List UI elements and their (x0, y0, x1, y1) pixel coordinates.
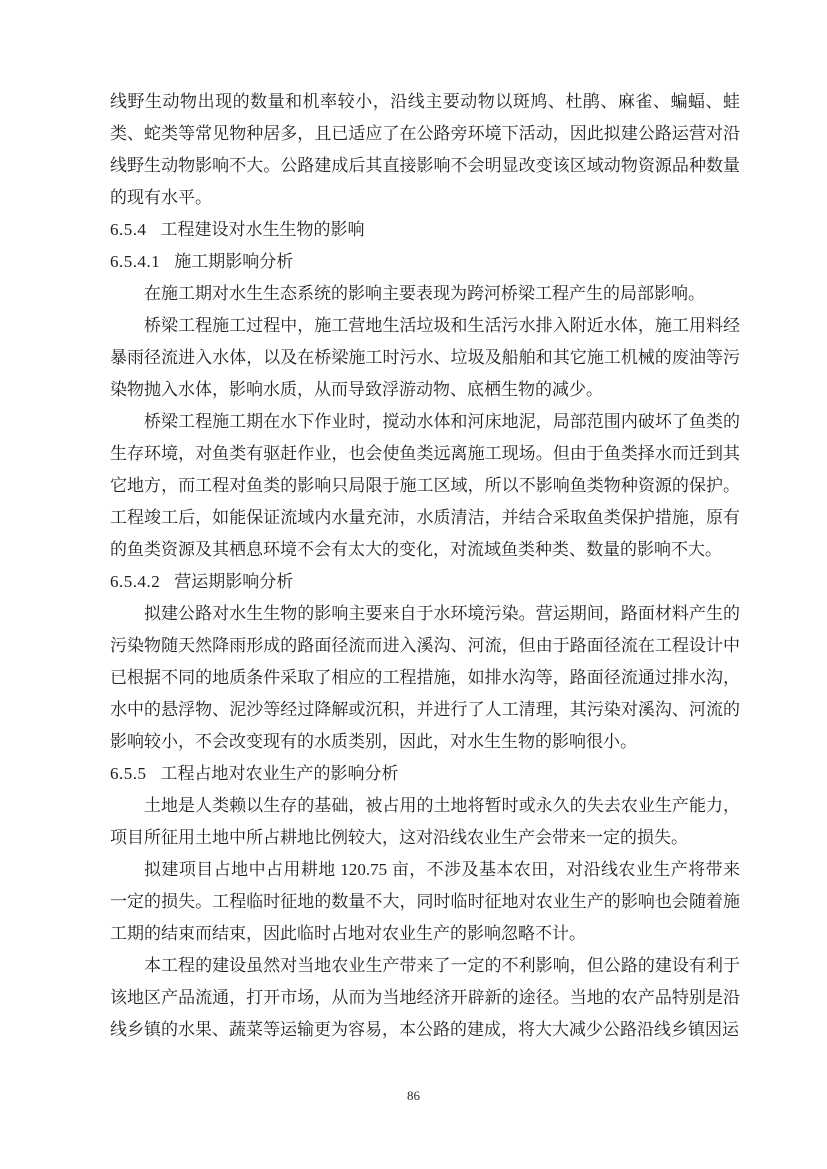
page-number: 86 (407, 1088, 420, 1103)
paragraph-agriculture-benefits: 本工程的建设虽然对当地农业生产带来了一定的不利影响，但公路的建设有利于该地区产品流通，打开市场，从而为当地经济开辟新的途径。当地的农产品特别是沿线乡镇的水果、蔬菜等运输更为容易，本公路的建成，将大大减少公路沿线乡镇因运 (110, 956, 740, 1039)
heading-number: 6.5.4 (110, 220, 147, 239)
heading-title: 工程建设对水生生物的影响 (160, 220, 365, 239)
heading-title: 施工期影响分析 (174, 252, 294, 271)
paragraph-land-occupation-basis: 土地是人类赖以生存的基础，被占用的土地将暂时或永久的失去农业生产能力，项目所征用土地中所占耕地比例较大，这对沿线农业生产会带来一定的损失。 (110, 796, 740, 847)
paragraph-farmland-area: 拟建项目占地中占用耕地 120.75 亩，不涉及基本农田，对沿线农业生产将带来一定的损失。工程临时征地的数量不大，同时临时征地对农业生产的影响也会随着施工期的结束而结束，因此临时占地对农业生产的影响忽略不计。 (110, 860, 740, 943)
paragraph-underwater-work-fish-impact: 桥梁工程施工期在水下作业时，搅动水体和河床地泥，局部范围内破坏了鱼类的生存环境，对鱼类有驱赶作业，也会使鱼类远离施工现场。但由于鱼类择水而迁到其它地方，而工程对鱼类的影响只局限于施工区域，所以不影响鱼类物种资源的保护。工程竣工后，如能保证流域内水量充沛，水质清洁，并结合采取鱼类保护措施，原有的鱼类资源及其栖息环境不会有太大的变化，对流域鱼类种类、数量的影响不大。 (110, 412, 740, 559)
paragraph-construction-impact-overview: 在施工期对水生生态系统的影响主要表现为跨河桥梁工程产生的局部影响。 (144, 284, 705, 303)
subsection-heading-operation-period (110, 566, 740, 598)
paragraph-bridge-construction-pollution: 桥梁工程施工过程中，施工营地生活垃圾和生活污水排入附近水体，施工用料经暴雨径流进入水体，以及在桥梁施工时污水、垃圾及船舶和其它施工机械的废油等污染物抛入水体，影响水质，从而导致浮游动物、底栖生物的减少。 (110, 316, 740, 399)
document-body (110, 86, 740, 1046)
heading-title: 营运期影响分析 (174, 572, 294, 591)
paragraph-operation-runoff-impact: 拟建公路对水生生物的影响主要来自于水环境污染。营运期间，路面材料产生的污染物随天然降雨形成的路面径流而进入溪沟、河流，但由于路面径流在工程设计中已根据不同的地质条件采取了相应的工程措施，如排水沟等，路面径流通过排水沟，水中的悬浮物、泥沙等经过降解或沉积，并进行了人工清理，其污染对溪沟、河流的影响较小，不会改变现有的水质类别，因此，对水生生物的影响很小。 (110, 604, 740, 751)
subsection-heading-construction-period (110, 246, 740, 278)
heading-number: 6.5.4.2 (110, 572, 161, 591)
section-heading-agricultural-land (110, 758, 740, 790)
heading-number: 6.5.5 (110, 764, 147, 783)
paragraph-wildlife-continuation: 线野生动物出现的数量和机率较小，沿线主要动物以斑鸠、杜鹃、麻雀、蝙蝠、蛙类、蛇类等常见物种居多，且已适应了在公路旁环境下活动，因此拟建公路运营对沿线野生动物影响不大。公路建成后其直接影响不会明显改变该区域动物资源品种数量的现有水平。 (110, 92, 740, 207)
heading-title: 工程占地对农业生产的影响分析 (160, 764, 399, 783)
section-heading-aquatic-life (110, 214, 740, 246)
heading-number: 6.5.4.1 (110, 252, 161, 271)
